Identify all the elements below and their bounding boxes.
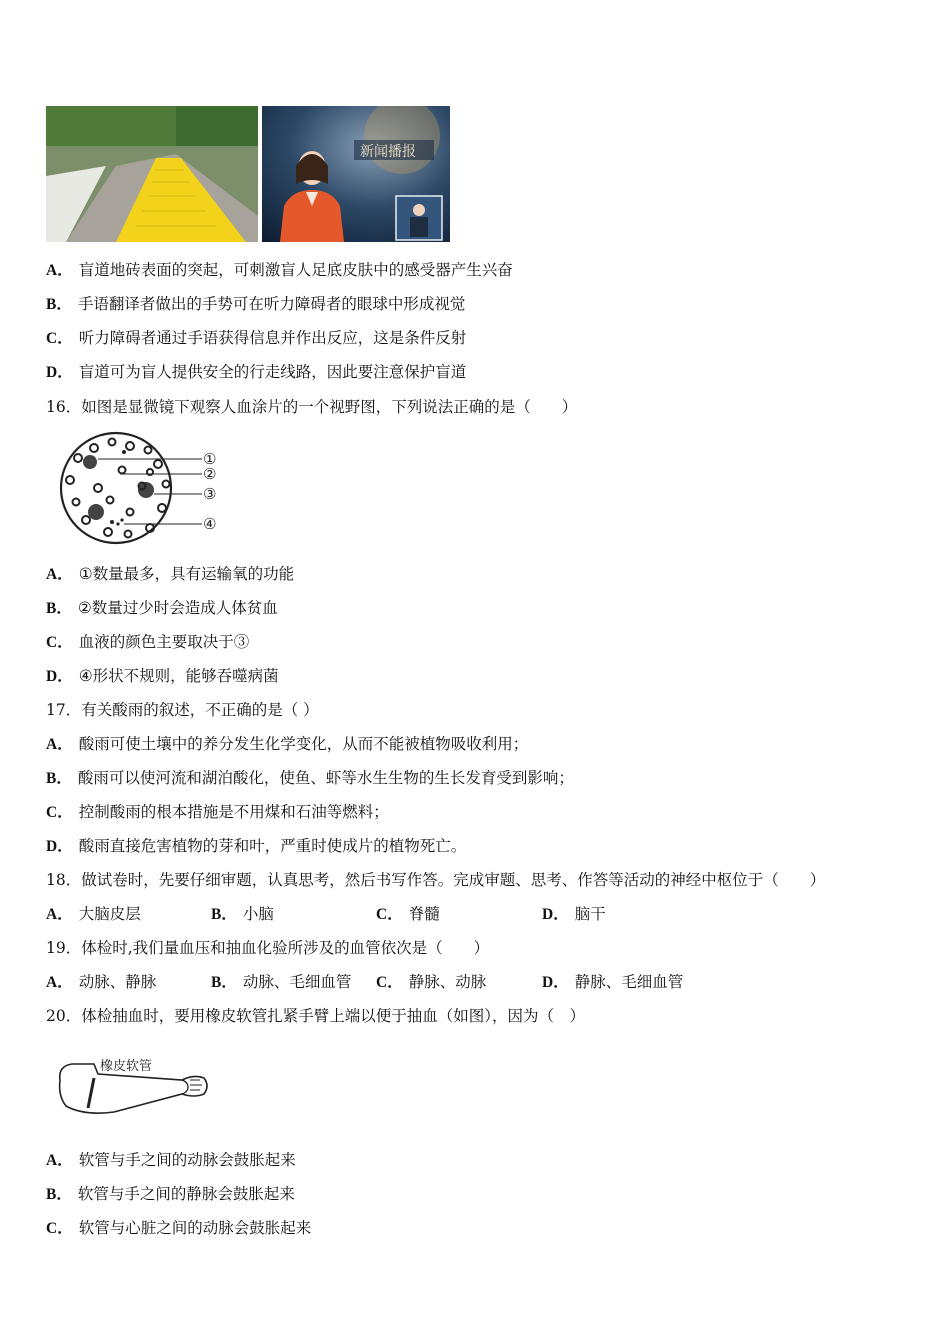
q16-stem: 16．如图是显微镜下观察人血涂片的一个视野图，下列说法正确的是（ ） [46,398,578,416]
q18-stem: 18．做试卷时，先要仔细审题，认真思考，然后书写作答。完成审题、思考、作答等活动的神经中枢位于（ ） [46,871,826,889]
q15-option-a: A． 盲道地砖表面的突起，可刺激盲人足底皮肤中的感受器产生兴奋 [46,261,513,279]
tactile-paving-photo [46,106,258,242]
blood-smear-diagram [50,428,225,550]
q15-option-b: B． 手语翻译者做出的手势可在听力障碍者的眼球中形成视觉 [46,295,466,313]
q17-option-b: B． 酸雨可以使河流和湖泊酸化，使鱼、虾等水生生物的生长发育受到影响； [46,769,574,787]
news-anchor-photo [262,106,450,242]
q19-stem: 19．体检时,我们量血压和抽血化验所涉及的血管依次是（ ） [46,939,490,957]
q15-option-d: D． 盲道可为盲人提供安全的行走线路，因此要注意保护盲道 [46,363,467,381]
q16-option-b: B． ②数量过少时会造成人体贫血 [46,599,278,617]
q18-options: A． 大脑皮层 B． 小脑 C． 脊髓 D． 脑干 [46,905,606,923]
arm-tourniquet-diagram [54,1050,212,1120]
q20-stem: 20．体检抽血时，要用橡皮软管扎紧手臂上端以便于抽血（如图），因为（ ） [46,1007,585,1025]
q16-option-c: C． 血液的颜色主要取决于③ [46,633,250,651]
q16-option-d: D． ④形状不规则，能够吞噬病菌 [46,667,279,685]
label-3: ③ [203,485,217,503]
q19-options: A． 动脉、静脉 B． 动脉、毛细血管 C． 静脉、动脉 D． 静脉、毛细血管 [46,973,684,991]
news-banner-text: 新闻播报 [360,144,416,160]
q16-option-a: A． ①数量最多，具有运输氧的功能 [46,565,295,583]
q17-option-d: D． 酸雨直接危害植物的芽和叶，严重时使成片的植物死亡。 [46,837,467,855]
q20-option-a: A． 软管与手之间的动脉会鼓胀起来 [46,1151,296,1169]
label-2: ② [203,465,217,483]
label-4: ④ [203,515,217,533]
q15-option-c: C． 听力障碍者通过手语获得信息并作出反应，这是条件反射 [46,329,467,347]
q17-stem: 17．有关酸雨的叙述，不正确的是（ ） [46,701,319,719]
q20-option-b: B． 软管与手之间的静脉会鼓胀起来 [46,1185,295,1203]
q17-option-c: C． 控制酸雨的根本措施是不用煤和石油等燃料； [46,803,389,821]
label-1: ① [203,450,217,468]
q20-option-c: C． 软管与心脏之间的动脉会鼓胀起来 [46,1219,312,1237]
q17-option-a: A． 酸雨可使土壤中的养分发生化学变化，从而不能被植物吸收利用； [46,735,529,753]
tube-label: 橡皮软管 [100,1059,153,1074]
